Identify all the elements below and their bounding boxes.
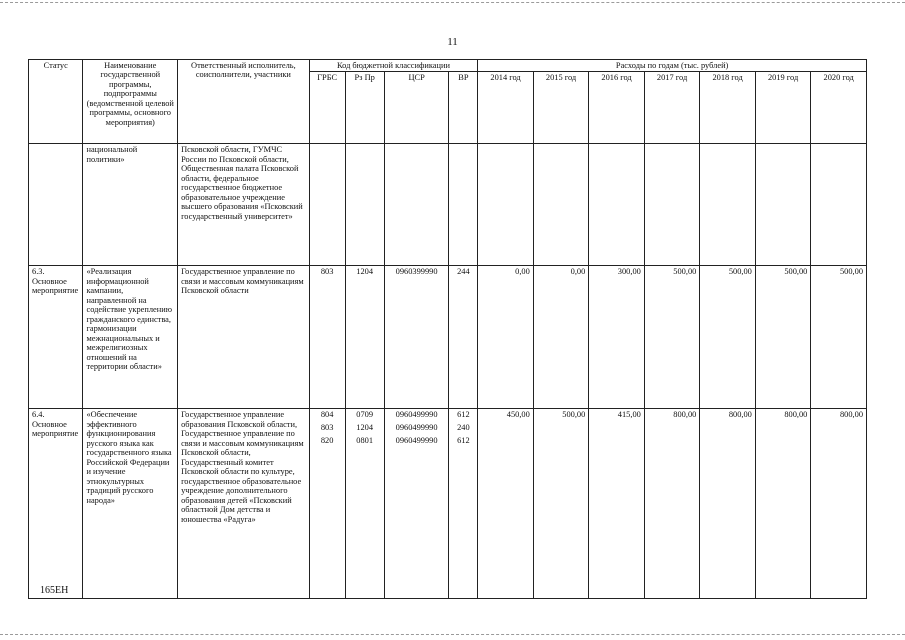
header-status: Статус [29, 60, 83, 144]
csr-code: 0960499990 [395, 410, 438, 420]
cell-2015: 0,00 [533, 266, 589, 409]
cell-executor: Псковской области, ГУМЧС России по Псковской области, Общественная палата Псковской области, федеральное государственное бюджетное образовательное учреждение высшего образования «Псковский государственный университет» [178, 144, 310, 266]
cell-2019 [755, 144, 811, 266]
cell-grbs [309, 144, 345, 266]
header-year-2014: 2014 год [478, 72, 534, 144]
cell-2020: 500,00 [811, 266, 867, 409]
document-code: 165ЕН [40, 585, 69, 596]
cell-rzpr [345, 144, 384, 266]
header-program-name: Наименование государственной программы, подпрограммы (ведомственной целевой программы, основного мероприятия) [83, 60, 178, 144]
cell-2018: 500,00 [700, 266, 756, 409]
table-row-continuation [29, 144, 867, 266]
cell-2018 [700, 144, 756, 266]
rzpr-code: 0709 [356, 410, 374, 420]
cell-csr [384, 144, 449, 266]
grbs-code: 803 [320, 423, 334, 433]
cell-2014: 0,00 [478, 266, 534, 409]
cell-executor: Государственное управление по связи и массовым коммуникациям Псковской области [178, 266, 310, 409]
scan-bottom-edge [0, 634, 905, 635]
header-grbs: ГРБС [309, 72, 345, 144]
cell-2019: 800,00 [755, 409, 811, 599]
cell-vr [449, 409, 478, 599]
cell-2017: 500,00 [644, 266, 700, 409]
cell-2015: 500,00 [533, 409, 589, 599]
header-budget-classification: Код бюджетной классификации [309, 60, 478, 72]
cell-csr [384, 409, 449, 599]
csr-code: 0960499990 [395, 436, 438, 446]
table-row-6-3 [29, 266, 867, 409]
scan-top-edge [0, 2, 905, 3]
table-row-6-4 [29, 409, 867, 599]
vr-code: 612 [457, 410, 470, 420]
cell-2014: 450,00 [478, 409, 534, 599]
cell-grbs: 803 [309, 266, 345, 409]
header-vr: ВР [449, 72, 478, 144]
vr-code: 240 [457, 423, 470, 433]
cell-status: 6.3. Основное мероприятие [29, 266, 83, 409]
cell-2018: 800,00 [700, 409, 756, 599]
cell-program-name: «Обеспечение эффективного функционирования русского языка как государственного языка Российской Федерации и изучение этнокультурных традиций русского народа» [83, 409, 178, 599]
cell-2020 [811, 144, 867, 266]
cell-status: 6.4. Основное мероприятие [29, 409, 83, 599]
cell-grbs [309, 409, 345, 599]
cell-2017: 800,00 [644, 409, 700, 599]
header-year-2019: 2019 год [755, 72, 811, 144]
cell-csr: 0960399990 [384, 266, 449, 409]
cell-program-name: «Реализация информационной кампании, направленной на содействие укреплению гражданского единства, гармонизации межнациональных и межрелигиозных отношений на территории области» [83, 266, 178, 409]
header-csr: ЦСР [384, 72, 449, 144]
cell-2015 [533, 144, 589, 266]
cell-2016 [589, 144, 645, 266]
cell-2020: 800,00 [811, 409, 867, 599]
cell-2019: 500,00 [755, 266, 811, 409]
cell-program-name: национальной политики» [83, 144, 178, 266]
cell-rzpr: 1204 [345, 266, 384, 409]
page-number: 11 [447, 36, 458, 48]
cell-2014 [478, 144, 534, 266]
header-year-2016: 2016 год [589, 72, 645, 144]
budget-table [28, 59, 867, 599]
cell-2017 [644, 144, 700, 266]
header-expenses-by-year: Расходы по годам (тыс. рублей) [478, 60, 867, 72]
vr-code: 612 [457, 436, 470, 446]
header-rzpr: Рз Пр [345, 72, 384, 144]
header-year-2015: 2015 год [533, 72, 589, 144]
rzpr-code: 0801 [356, 436, 374, 446]
csr-code: 0960499990 [395, 423, 438, 433]
header-year-2020: 2020 год [811, 72, 867, 144]
header-year-2018: 2018 год [700, 72, 756, 144]
cell-status [29, 144, 83, 266]
rzpr-code: 1204 [356, 423, 374, 433]
grbs-code: 804 [320, 410, 334, 420]
header-year-2017: 2017 год [644, 72, 700, 144]
cell-rzpr [345, 409, 384, 599]
cell-2016: 300,00 [589, 266, 645, 409]
cell-executor: Государственное управление образования Псковской области, Государственное управление по связи и массовым коммуникациям Псковской области, Государственный комитет Псковской области по культуре, государственное образовательное учреждение дополнительного образования детей «Псковский областной Дом детства и юношества «Радуга» [178, 409, 310, 599]
header-row-groups [29, 60, 867, 72]
cell-vr: 244 [449, 266, 478, 409]
cell-2016: 415,00 [589, 409, 645, 599]
cell-vr [449, 144, 478, 266]
grbs-code: 820 [320, 436, 334, 446]
header-executor: Ответственный исполнитель, соисполнители, участники [178, 60, 310, 144]
